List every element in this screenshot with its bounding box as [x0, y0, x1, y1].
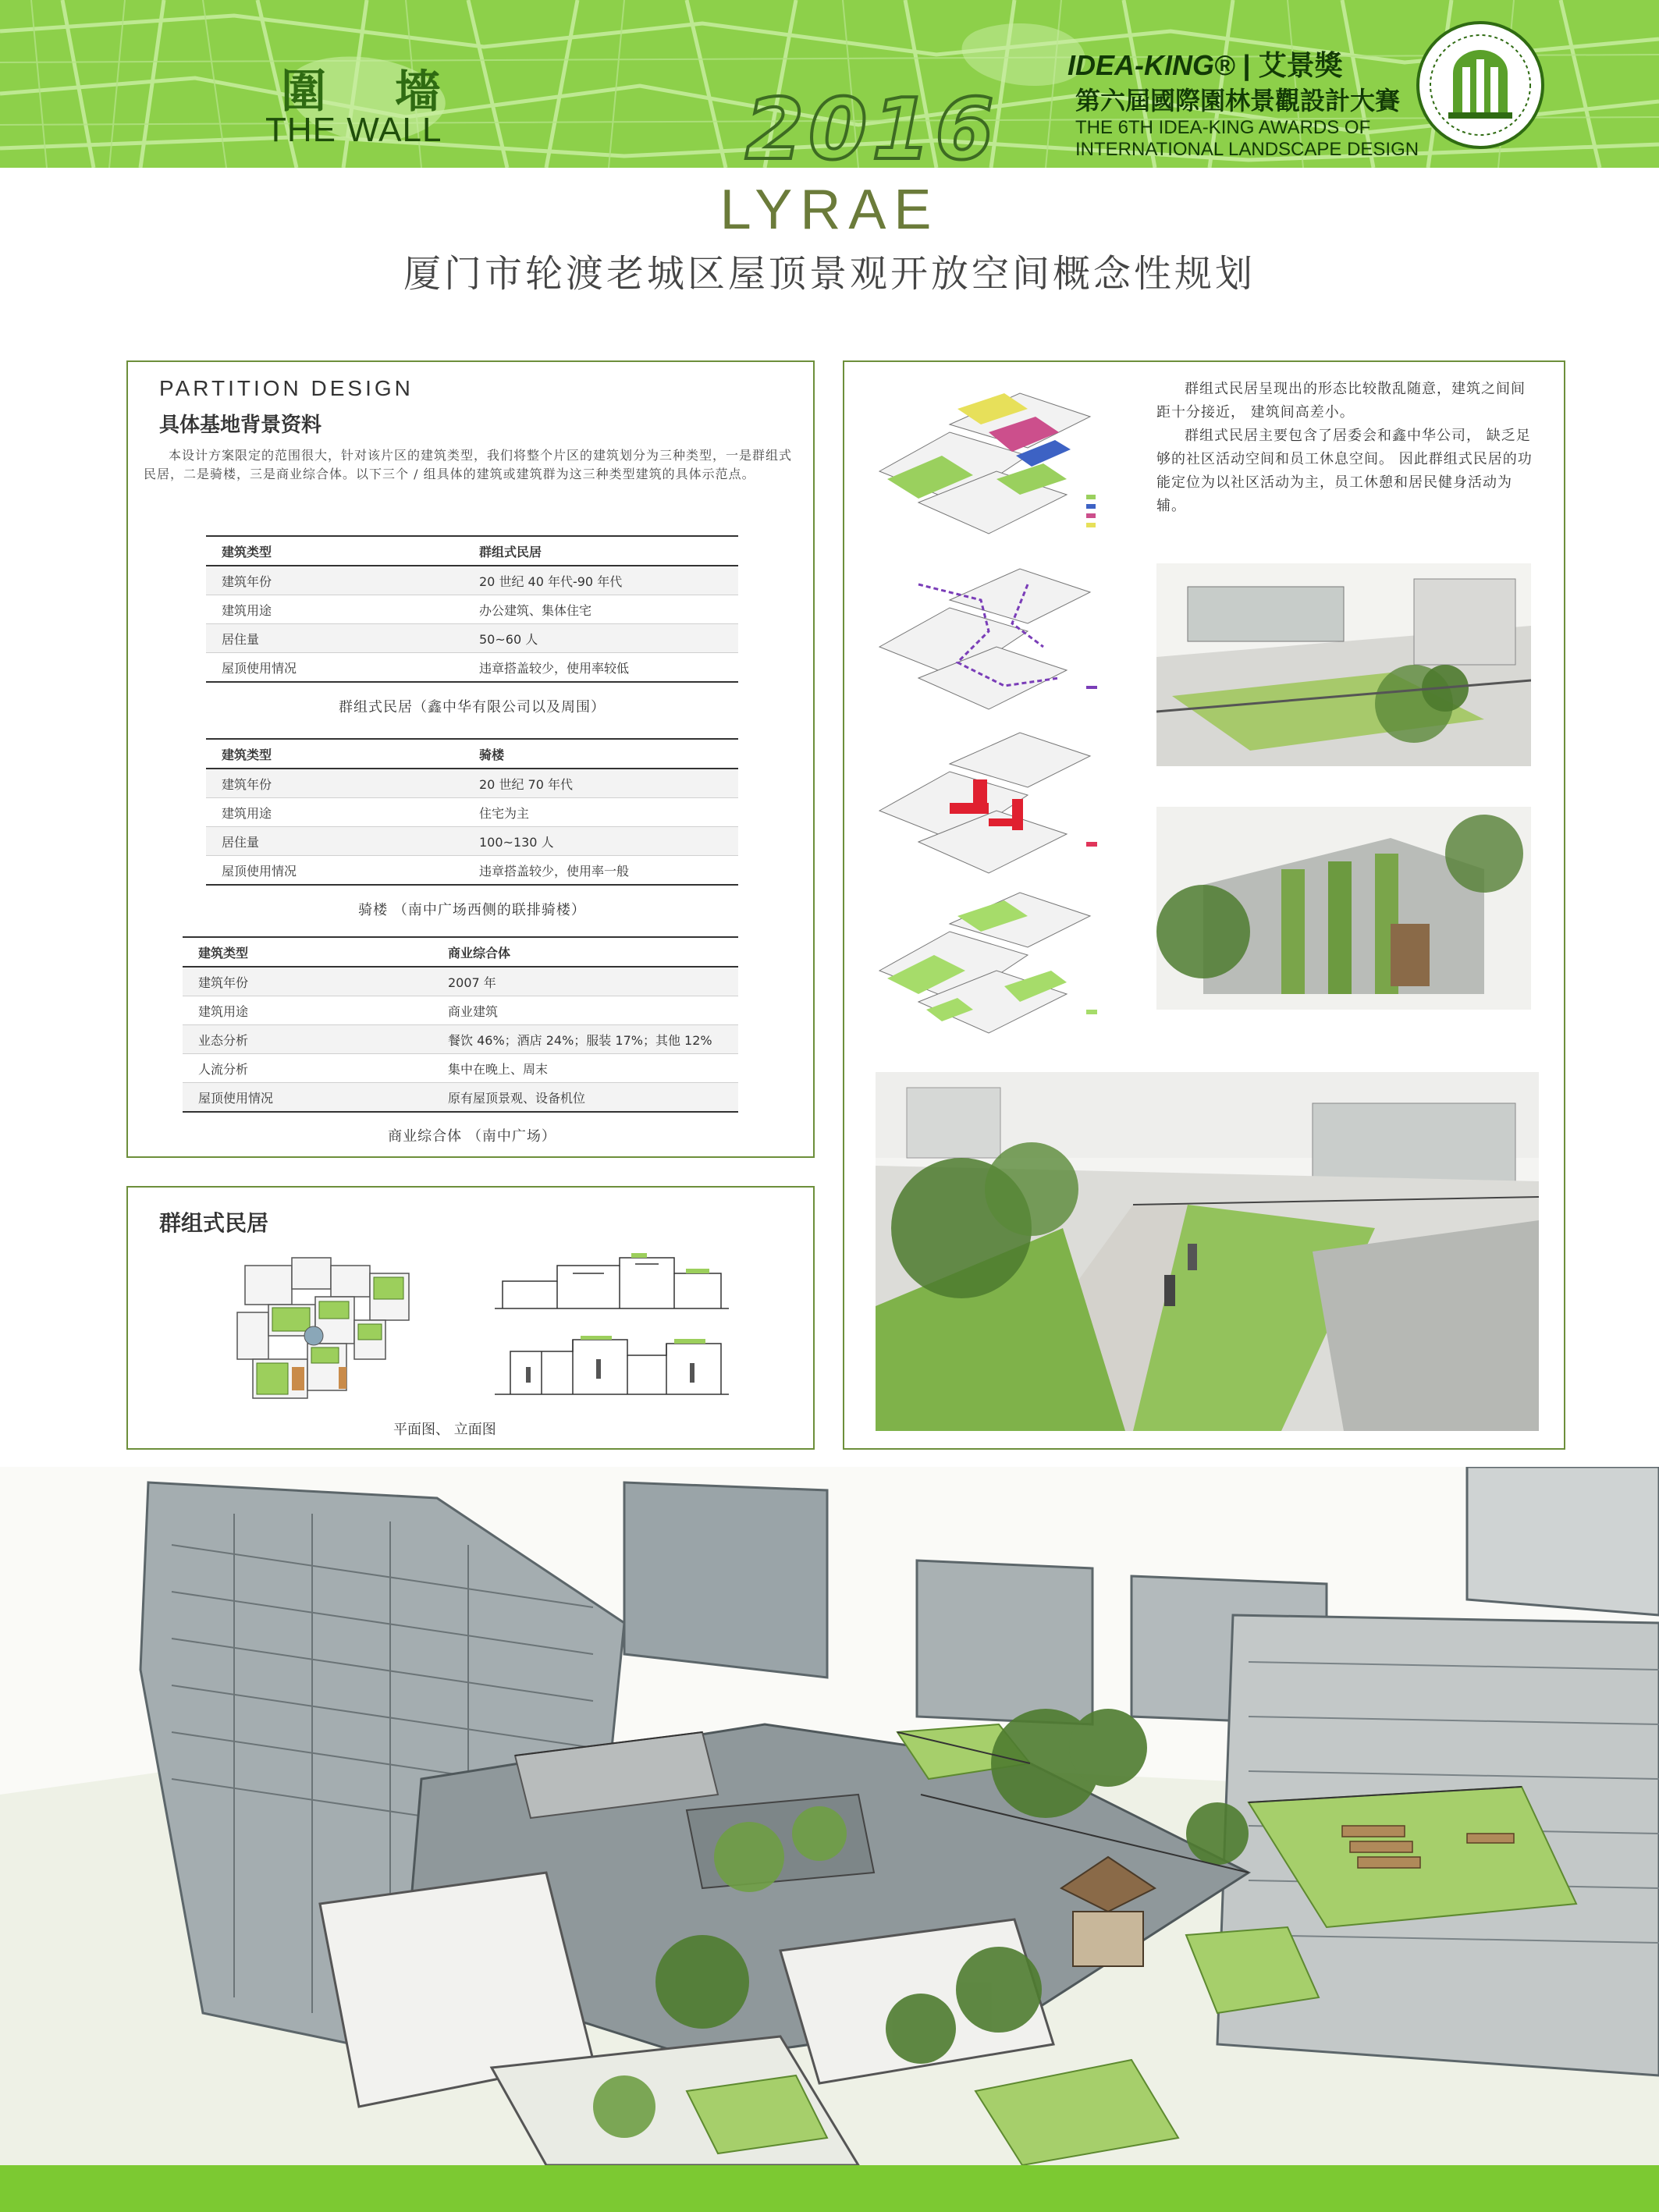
table-row [183, 1025, 738, 1054]
banner-year: 2016 [745, 81, 999, 168]
table-cell: 2007 年 [432, 967, 738, 996]
table-caption-arcade: 骑楼 （南中广场西侧的联排骑楼） [358, 902, 586, 918]
table-row [183, 967, 738, 996]
table-cell: 建筑类型 [206, 739, 464, 769]
cluster-caption: 平面图、 立面图 [393, 1422, 496, 1438]
table-row [206, 566, 738, 595]
table-row [206, 536, 738, 566]
table-cell: 人流分析 [183, 1054, 432, 1083]
rooftop-render-1 [1156, 563, 1531, 766]
aerial-perspective-render [0, 1467, 1659, 2165]
circulation-diagram [872, 561, 1129, 717]
table-cell: 集中在晚上、周末 [432, 1054, 738, 1083]
info-table-cluster [206, 535, 738, 683]
header-banner [0, 0, 1659, 168]
rooftop-render-2 [1156, 807, 1531, 1010]
table-cell: 办公建筑、集体住宅 [464, 595, 738, 624]
table-cell: 违章搭盖较少，使用率较低 [464, 653, 738, 683]
partition-heading-en: PARTITION DESIGN [159, 376, 414, 400]
table-row [206, 827, 738, 856]
table-caption-commercial: 商业综合体 （南中广场） [388, 1128, 556, 1145]
project-subtitle: 厦门市轮渡老城区屋顶景观开放空间概念性规划 [403, 252, 1256, 296]
table-cell: 屋顶使用情况 [183, 1083, 432, 1113]
table-cell: 建筑用途 [206, 798, 464, 827]
table-cell: 业态分析 [183, 1025, 432, 1054]
table-row [183, 1083, 738, 1113]
brand-en: IDEA-KING [1068, 49, 1214, 81]
cluster-dwelling-panel [126, 1186, 815, 1450]
table-cell: 违章搭盖较少，使用率一般 [464, 856, 738, 886]
table-caption-cluster: 群组式民居（鑫中华有限公司以及周围） [339, 699, 606, 715]
partition-design-panel [126, 360, 815, 1158]
table-cell: 住宅为主 [464, 798, 738, 827]
brand-cn: 艾景獎 [1258, 49, 1343, 82]
table-cell: 群组式民居 [464, 536, 738, 566]
table-row [183, 1054, 738, 1083]
table-cell: 20 世纪 70 年代 [464, 769, 738, 798]
table-row [206, 653, 738, 683]
table-cell: 建筑类型 [206, 536, 464, 566]
cluster-heading: 群组式民居 [159, 1210, 269, 1236]
analysis-panel [843, 360, 1565, 1450]
analysis-description [1156, 378, 1539, 518]
table-cell: 屋顶使用情况 [206, 856, 464, 886]
brand-line: IDEA-KING® | 艾景獎 [1068, 49, 1343, 82]
award-title-en-line2: INTERNATIONAL LANDSCAPE DESIGN [1075, 139, 1419, 160]
info-table-commercial [183, 936, 738, 1113]
table-cell: 建筑用途 [206, 595, 464, 624]
award-title-cn: 第六屆國際園林景觀設計大賽 [1075, 86, 1401, 115]
table-cell: 50~60 人 [464, 624, 738, 653]
table-cell: 建筑年份 [206, 566, 464, 595]
table-row [206, 798, 738, 827]
award-title-en-line1: THE 6TH IDEA-KING AWARDS OF [1075, 117, 1371, 138]
table-row [183, 937, 738, 967]
table-row [206, 769, 738, 798]
table-row [183, 996, 738, 1025]
banner-title-cn: 圍 墻 [281, 65, 467, 118]
analysis-paragraph-2: 群组式民居主要包含了居委会和鑫中华公司， 缺乏足够的社区活动空间和员工休息空间。 因此群组式民居的功能定位为以社区活动为主，员工休憩和居民健身活动为辅。 [1156, 428, 1533, 514]
analysis-paragraph-1: 群组式民居呈现出的形态比较散乱随意，建筑之间间距十分接近， 建筑间高差小。 [1156, 381, 1526, 421]
table-cell: 100~130 人 [464, 827, 738, 856]
footer-bar [0, 2165, 1659, 2212]
table-cell: 商业建筑 [432, 996, 738, 1025]
brand-mark: ® [1214, 49, 1235, 81]
elevation-drawing-2 [495, 1328, 729, 1398]
idea-king-logo [1414, 19, 1547, 151]
function-zoning-diagram [872, 378, 1129, 549]
table-cell: 建筑用途 [183, 996, 432, 1025]
table-cell: 居住量 [206, 624, 464, 653]
table-cell: 建筑年份 [206, 769, 464, 798]
table-cell: 建筑类型 [183, 937, 432, 967]
project-name: LYRAE [719, 179, 940, 241]
banner-title-en: THE WALL [265, 111, 442, 149]
node-diagram [872, 725, 1129, 881]
table-cell: 原有屋顶景观、设备机位 [432, 1083, 738, 1113]
table-row [206, 624, 738, 653]
partition-intro: 本设计方案限定的范围很大，针对该片区的建筑类型，我们将整个片区的建筑划分为三种类型，一是群组式民居，二是骑楼，三是商业综合体。以下三个 / 组具体的建筑或建筑群为这三种类型建筑的具体示范点。 [144, 448, 793, 481]
table-row [206, 856, 738, 886]
table-row [206, 739, 738, 769]
table-cell: 建筑年份 [183, 967, 432, 996]
table-cell: 餐饮 46%；酒店 24%；服装 17%；其他 12% [432, 1025, 738, 1054]
table-cell: 商业综合体 [432, 937, 738, 967]
table-cell: 20 世纪 40 年代-90 年代 [464, 566, 738, 595]
elevation-drawing-1 [495, 1250, 729, 1312]
site-plan-drawing [229, 1242, 425, 1414]
table-cell: 骑楼 [464, 739, 738, 769]
rooftop-walkway-render [876, 1072, 1539, 1431]
table-cell: 屋顶使用情况 [206, 653, 464, 683]
table-cell: 居住量 [206, 827, 464, 856]
greenspace-diagram [872, 885, 1129, 1041]
table-row [206, 595, 738, 624]
info-table-arcade [206, 738, 738, 886]
partition-heading-cn: 具体基地背景资料 [159, 414, 322, 437]
